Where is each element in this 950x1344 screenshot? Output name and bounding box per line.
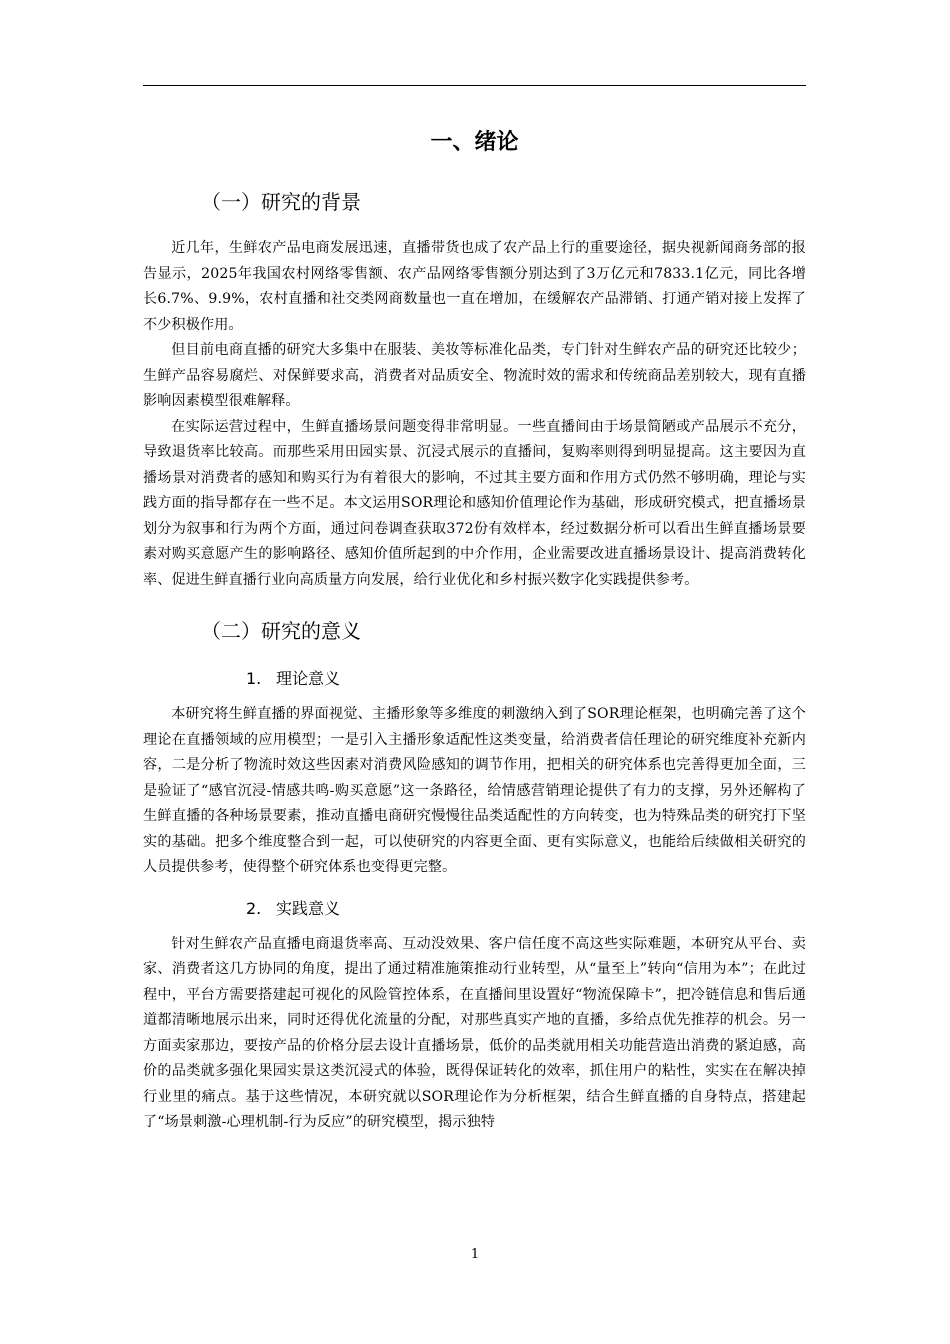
section-heading-significance: （二）研究的意义 <box>201 619 361 643</box>
paragraph: 在实际运营过程中，生鲜直播场景问题变得非常明显。一些直播间由于场景简陋或产品展示不充分，导致退货率比较高。而那些采用田园实景、沉浸式展示的直播间，复购率则得到明显提高。这主要因为直播场景对消费者的感知和购买行为有着很大的影响，不过其主要方面和作用方式仍然不够明确，理论与实践方面的指导都存在一些不足。本文运用SOR理论和感知价值理论作为基础，形成研究模式，把直播场景划分为叙事和行为两个方面，通过问卷调查获取372份有效样本，经过数据分析可以看出生鲜直播场景要素对购买意愿产生的影响路径、感知价值所起到的中介作用，企业需要改进直播场景设计、提高消费转化率、促进生鲜直播行业向高质量方向发展，给行业优化和乡村振兴数字化实践提供参考。 <box>143 418 806 588</box>
paragraph: 近几年，生鲜农产品电商发展迅速，直播带货也成了农产品上行的重要途径，据央视新闻商务部的报告显示，2025年我国农村网络零售额、农产品网络零售额分别达到了3万亿元和7833.1亿元，同比各增长6.7%、9.9%，农村直播和社交类网商数量也一直在增加，在缓解农产品滞销、打通产销对接上发挥了不少积极作用。 <box>143 240 806 333</box>
page-number: 1 <box>470 1247 480 1262</box>
header-rule <box>143 85 806 86</box>
subsection-heading-theory <box>246 665 806 693</box>
paragraph: 但目前电商直播的研究大多集中在服装、美妆等标准化品类，专门针对生鲜农产品的研究还比较少；生鲜产品容易腐烂、对保鲜要求高，消费者对品质安全、物流时效的需求和传统商品差别较大，现有直播影响因素模型很难解释。 <box>143 342 806 409</box>
subsection-heading-practice <box>246 895 806 923</box>
subsection-number: 2. <box>246 898 262 918</box>
paragraph: 本研究将生鲜直播的界面视觉、主播形象等多维度的刺激纳入到了SOR理论框架，也明确完善了这个理论在直播领域的应用模型；一是引入主播形象适配性这类变量，给消费者信任理论的研究维度补充新内容，二是分析了物流时效这些因素对消费风险感知的调节作用，把相关的研究体系也完善得更加全面，三是验证了“感官沉浸-情感共鸣-购买意愿”这一条路径，给情感营销理论提供了有力的支撑，另外还解构了生鲜直播的各种场景要素，推动直播电商研究慢慢往品类适配性的方向转变，也为特殊品类的研究打下坚实的基础。把多个维度整合到一起，可以使研究的内容更全面、更有实际意义，也能给后续做相关研究的人员提供参考，使得整个研究体系也变得更完整。 <box>143 706 806 875</box>
page-content <box>143 118 806 1136</box>
chapter-title: 一、绪论 <box>430 130 519 155</box>
subsection-title: 实践意义 <box>276 898 341 918</box>
section-heading-background: （一）研究的背景 <box>201 190 361 214</box>
subsection-title: 理论意义 <box>276 669 341 688</box>
subsection-number: 1. <box>246 669 262 688</box>
paragraph: 针对生鲜农产品直播电商退货率高、互动没效果、客户信任度不高这些实际难题，本研究从平台、卖家、消费者这几方协同的角度，提出了通过精准施策推动行业转型，从“量至上”转向“信用为本”；在此过程中，平台方需要搭建起可视化的风险管控体系，在直播间里设置好“物流保障卡”，把冷链信息和售后通道都清晰地展示出来，同时还得优化流量的分配，对那些真实产地的直播，多给点优先推荐的机会。另一方面卖家那边，要按产品的价格分层去设计直播场景，低价的品类就用相关功能营造出消费的紧迫感，高价的品类就多强化果园实景这类沉浸式的体验，既得保证转化的效率，抓住用户的粘性，实实在在解决掉行业里的痛点。基于这些情况，本研究就以SOR理论作为分析框架，结合生鲜直播的自身特点，搭建起了“场景刺激-心理机制-行为反应”的研究模型，揭示独特 <box>143 935 806 1130</box>
